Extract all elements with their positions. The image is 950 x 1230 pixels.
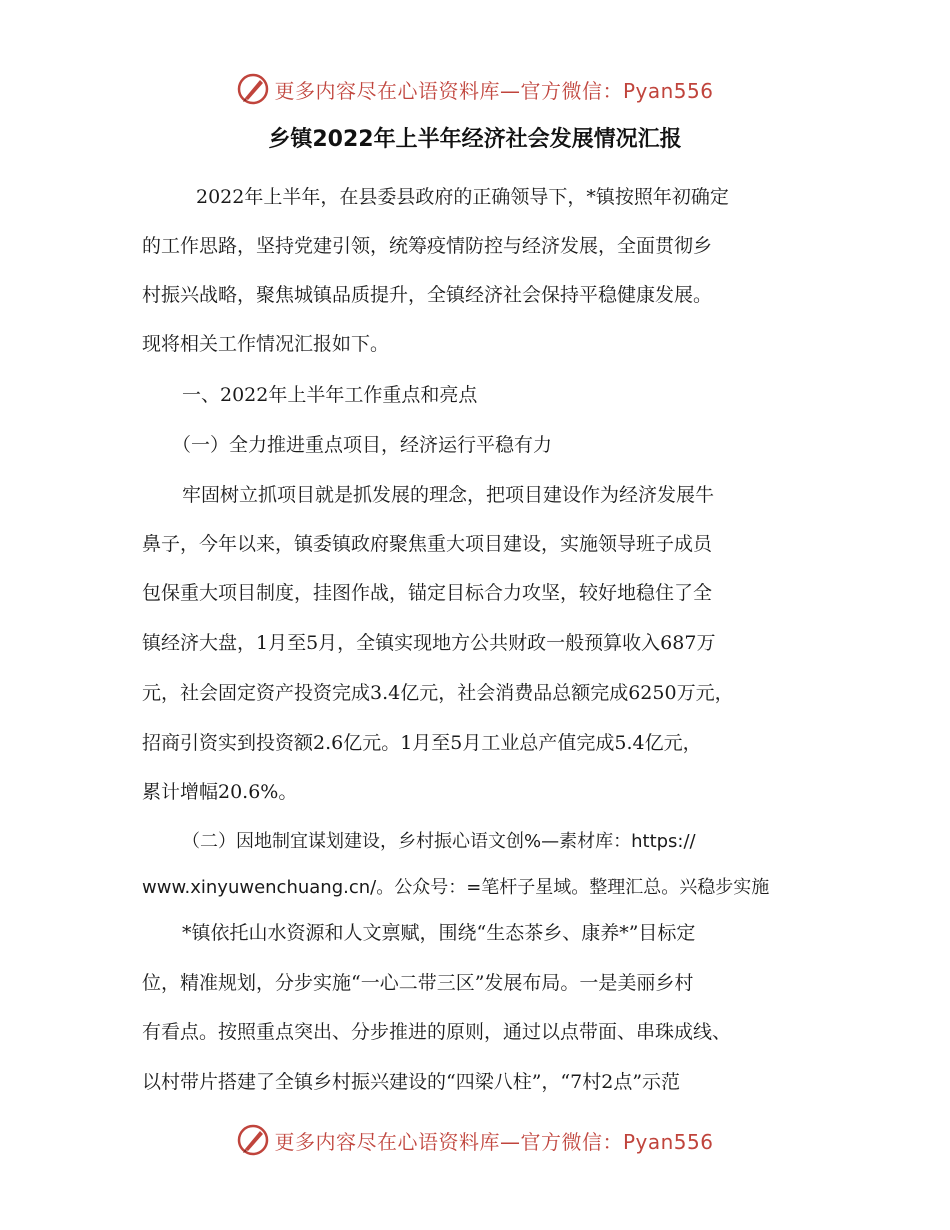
paragraph-line: 以村带片搭建了全镇乡村振兴建设的“四梁八柱”，“7村2点”示范	[142, 1071, 681, 1093]
paragraph-line: 元，社会固定资产投资完成3.4亿元，社会消费品总额完成6250万元，	[142, 682, 734, 704]
paragraph-line: 的工作思路，坚持党建引领，统筹疫情防控与经济发展，全面贯彻乡	[142, 235, 713, 257]
paragraph-line: 牢固树立抓项目就是抓发展的理念，把项目建设作为经济发展牛	[182, 484, 715, 506]
quill-logo-icon	[236, 72, 270, 106]
paragraph-line: 2022年上半年，在县委县政府的正确领导下，*镇按照年初确定	[196, 186, 729, 208]
subsection-heading: （一）全力推进重点项目，经济运行平稳有力	[172, 434, 553, 456]
paragraph-line: 招商引资实到投资额2.6亿元。1月至5月工业总产值完成5.4亿元，	[142, 732, 702, 754]
watermark-top	[0, 72, 950, 106]
subsection-heading: （二）因地制宜谋划建设，乡村振心语文创%—素材库：https://	[182, 831, 696, 852]
paragraph-line: 累计增幅20.6%。	[142, 781, 298, 803]
section-heading: 一、2022年上半年工作重点和亮点	[182, 384, 478, 406]
paragraph-line: www.xinyuwenchuang.cn/。公众号：=笔杆子星域。整理汇总。兴稳步实施	[142, 877, 770, 898]
watermark-bottom	[0, 1123, 950, 1157]
paragraph-line: 有看点。按照重点突出、分步推进的原则，通过以点带面、串珠成线、	[142, 1021, 732, 1043]
watermark-text: 更多内容尽在心语资料库—官方微信：Pyan556	[274, 78, 714, 103]
paragraph-line: 位，精准规划，分步实施“一心二带三区”发展布局。一是美丽乡村	[142, 972, 694, 994]
paragraph-line: 现将相关工作情况汇报如下。	[142, 333, 390, 355]
quill-logo-icon	[236, 1123, 270, 1157]
paragraph-line: 村振兴战略，聚焦城镇品质提升，全镇经济社会保持平稳健康发展。	[142, 284, 713, 306]
watermark-text: 更多内容尽在心语资料库—官方微信：Pyan556	[274, 1129, 714, 1154]
paragraph-line: 包保重大项目制度，挂图作战，锚定目标合力攻坚，较好地稳住了全	[142, 582, 713, 604]
paragraph-line: 镇经济大盘，1月至5月，全镇实现地方公共财政一般预算收入687万	[142, 632, 716, 654]
paragraph-line: *镇依托山水资源和人文禀赋，围绕“生态茶乡、康养*”目标定	[182, 922, 696, 944]
document-title: 乡镇2022年上半年经济社会发展情况汇报	[268, 127, 682, 152]
paragraph-line: 鼻子，今年以来，镇委镇政府聚焦重大项目建设，实施领导班子成员	[142, 533, 713, 555]
